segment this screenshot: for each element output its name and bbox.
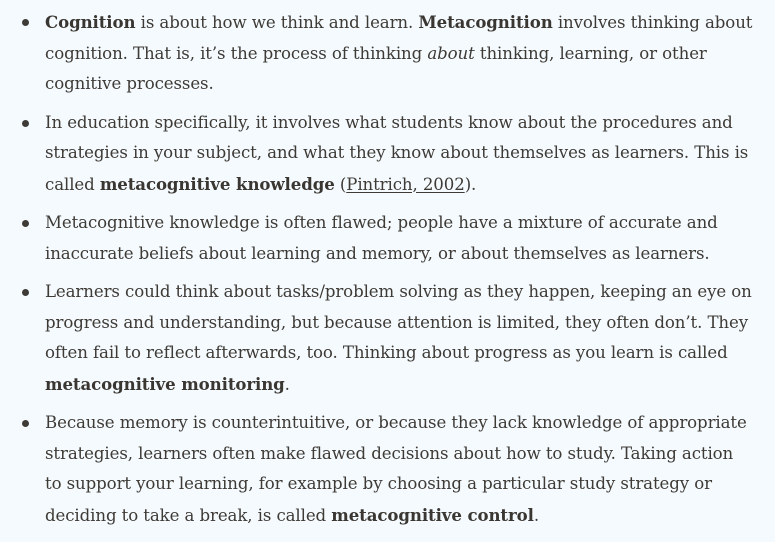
bullet-item-cognition bbox=[45, 7, 753, 100]
bullet-text: is about how we think and learn. bbox=[135, 13, 419, 32]
bullet-list bbox=[45, 7, 753, 531]
bullet-item-metacognitive-knowledge bbox=[45, 108, 753, 201]
bullet-text: Because memory is counterintuitive, or because they lack knowledge of appropriate strategies, learners often make flawed decisions about how to study. Taking action to support your learning, for example by choosing a particular study strategy or deciding to take a break, is called bbox=[45, 413, 747, 525]
term-metacognitive-monitoring: metacognitive monitoring bbox=[45, 373, 285, 394]
citation-link[interactable]: Pintrich, 2002 bbox=[346, 174, 465, 194]
term-metacognition: Metacognition bbox=[418, 12, 553, 32]
bullet-item-metacognitive-control bbox=[45, 408, 753, 531]
bullet-text: Metacognitive knowledge is often flawed; people have a mixture of accurate and inaccurate beliefs about learning and memory, or about themselves as learners. bbox=[45, 213, 718, 263]
bullet-text: . bbox=[533, 505, 539, 525]
bullet-text: thinking, learning, or other cognitive processes. bbox=[45, 43, 707, 93]
bullet-text: Learners could think about tasks/problem solving as they happen, keeping an eye on progress and understanding, but because attention is limited, they often don’t. They often fail to reflect afterwards, too. Thinking about progress as you learn is called bbox=[45, 282, 752, 362]
term-cognition: Cognition bbox=[45, 12, 136, 32]
emphasis-about: about bbox=[427, 43, 475, 63]
term-metacognitive-control: metacognitive control bbox=[331, 504, 534, 525]
term-metacognitive-knowledge: metacognitive knowledge bbox=[99, 173, 335, 194]
bullet-text: ( bbox=[334, 174, 347, 194]
bullet-item-metacognitive-monitoring bbox=[45, 277, 753, 400]
bullet-text: involves thinking about cognition. That is, it’s the process of thinking bbox=[45, 13, 753, 63]
bullet-item-flawed-knowledge bbox=[45, 208, 753, 269]
bullet-text: . bbox=[284, 374, 290, 394]
bullet-text: ). bbox=[464, 174, 477, 194]
bullet-text: In education specifically, it involves what students know about the procedures and strategies in your subject, and what they know about themselves as learners. This is called bbox=[45, 112, 749, 194]
